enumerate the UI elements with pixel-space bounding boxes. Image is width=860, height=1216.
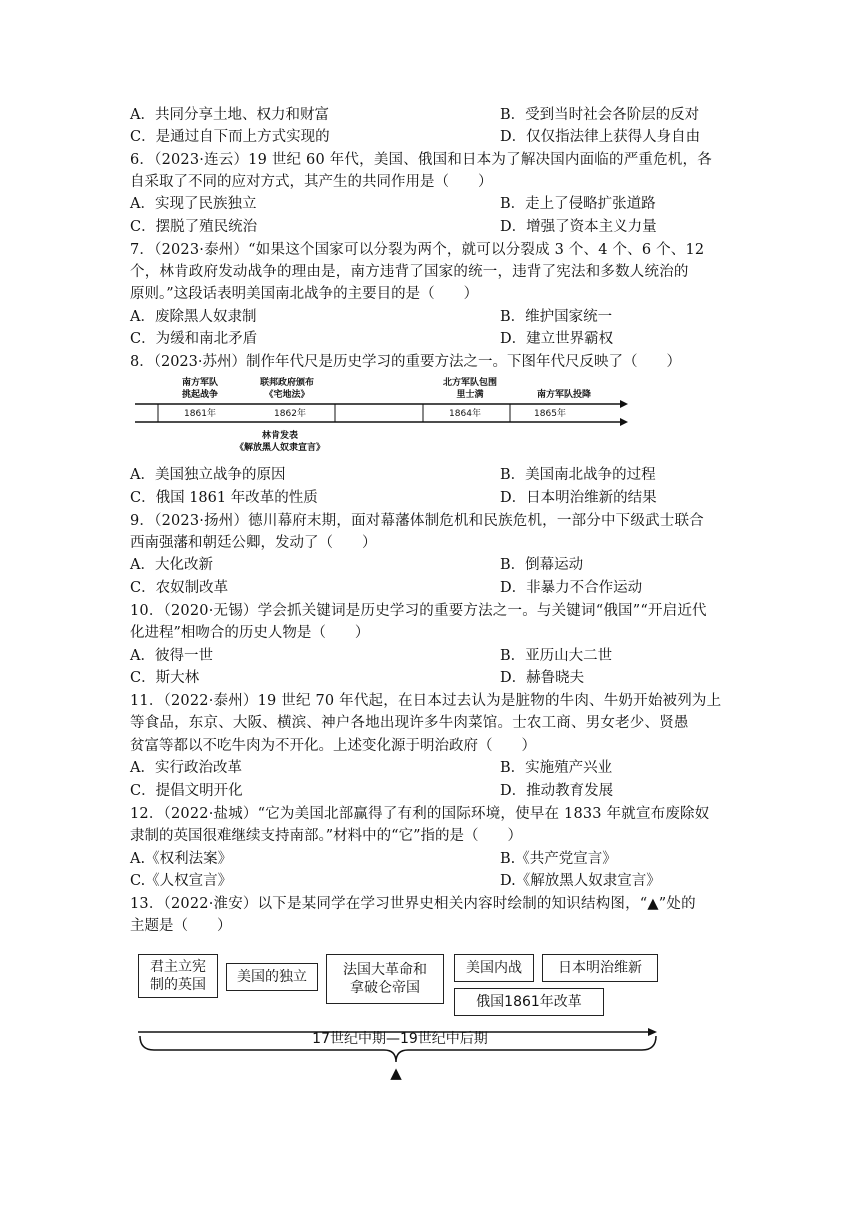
timeline-year-1865: 1865年 bbox=[534, 409, 566, 419]
q10-option-d[interactable]: D．赫鲁晓夫 bbox=[500, 670, 585, 686]
timeline-event-bottom: 林肯发表 《解放黑人奴隶宣言》 bbox=[234, 431, 325, 453]
timeline-event-4: 南方军队投降 bbox=[536, 390, 591, 400]
q11-stem-line2: 等食品，东京、大阪、横滨、神户各地出现许多牛肉菜馆。士农工商、男女老少、贤愚 bbox=[130, 715, 689, 731]
box-russia-1861-reform: 俄国1861年改革 bbox=[454, 988, 604, 1016]
q12-option-a[interactable]: A.《权利法案》 bbox=[130, 851, 233, 867]
q6-option-b[interactable]: B．走上了侵略扩张道路 bbox=[500, 196, 656, 212]
q11-option-d[interactable]: D．推动教育发展 bbox=[500, 783, 614, 799]
knowledge-structure-diagram bbox=[130, 948, 670, 1088]
q7-option-c[interactable]: C．为缓和南北矛盾 bbox=[130, 331, 258, 347]
box-meiji-restoration: 日本明治维新 bbox=[542, 954, 658, 982]
q5-option-a[interactable]: A．共同分享土地、权力和财富 bbox=[130, 107, 329, 123]
q8-option-d[interactable]: D．日本明治维新的结果 bbox=[500, 490, 657, 506]
q9-stem-line2: 西南强藩和朝廷公卿，发动了（ ） bbox=[130, 535, 377, 551]
box-american-civil-war: 美国内战 bbox=[454, 954, 534, 982]
q6-option-a[interactable]: A．实现了民族独立 bbox=[130, 196, 257, 212]
box-french-revolution: 法国大革命和 拿破仑帝国 bbox=[326, 954, 444, 1004]
q8-option-a[interactable]: A．美国独立战争的原因 bbox=[130, 467, 286, 483]
q11-option-b[interactable]: B．实施殖产兴业 bbox=[500, 760, 613, 776]
q11-stem-line1: 11．（2022·泰州）19 世纪 70 年代起，在日本过去认为是脏物的牛肉、牛奶开始被列为上 bbox=[130, 693, 722, 709]
q8-option-c[interactable]: C．俄国 1861 年改革的性质 bbox=[130, 490, 318, 506]
q8-option-b[interactable]: B．美国南北战争的过程 bbox=[500, 467, 656, 483]
q12-stem-line1: 12．（2022·盐城）“它为美国北部赢得了有利的国际环境，使早在 1833 年就宣布废除奴 bbox=[130, 806, 710, 822]
timeline-figure bbox=[130, 374, 630, 458]
timeline-event-3: 北方军队包围 里士满 bbox=[442, 378, 497, 400]
timeline-year-1861: 1861年 bbox=[184, 409, 216, 419]
q12-option-d[interactable]: D.《解放黑人奴隶宣言》 bbox=[500, 873, 661, 889]
box-american-independence: 美国的独立 bbox=[226, 963, 318, 991]
q10-option-c[interactable]: C．斯大林 bbox=[130, 670, 200, 686]
q13-stem-line2: 主题是（ ） bbox=[130, 918, 232, 934]
q6-stem-line1: 6．（2023·连云）19 世纪 60 年代，美国、俄国和日本为了解决国内面临的严重危机，各 bbox=[130, 152, 712, 168]
q6-stem-line2: 自采取了不同的应对方式，其产生的共同作用是（ ） bbox=[130, 174, 493, 190]
q12-option-b[interactable]: B.《共产党宣言》 bbox=[500, 851, 617, 867]
q8-stem: 8．（2023·苏州）制作年代尺是历史学习的重要方法之一。下图年代尺反映了（ ） bbox=[130, 354, 681, 370]
q12-stem-line2: 隶制的英国很难继续支持南部。”材料中的“它”指的是（ ） bbox=[130, 828, 522, 844]
timeline-year-1862: 1862年 bbox=[274, 409, 306, 419]
period-label: 17世纪中期—19世纪中后期 bbox=[312, 1031, 488, 1047]
timeline-event-2: 联邦政府颁布 《宅地法》 bbox=[259, 378, 314, 400]
q9-option-a[interactable]: A．大化改新 bbox=[130, 557, 213, 573]
q11-option-c[interactable]: C．提倡文明开化 bbox=[130, 783, 243, 799]
q10-option-a[interactable]: A．彼得一世 bbox=[130, 648, 213, 664]
q7-stem-line2: 个，林肯政府发动战争的理由是，南方违背了国家的统一，违背了宪法和多数人统治的 bbox=[130, 264, 689, 280]
q6-option-c[interactable]: C．摆脱了殖民统治 bbox=[130, 219, 258, 235]
q9-stem-line1: 9．（2023·扬州）德川幕府末期，面对幕藩体制危机和民族危机，一部分中下级武士联合 bbox=[130, 513, 704, 529]
q5-option-b[interactable]: B．受到当时社会各阶层的反对 bbox=[500, 107, 700, 123]
q11-option-a[interactable]: A．实行政治改革 bbox=[130, 760, 242, 776]
q7-option-d[interactable]: D．建立世界霸权 bbox=[500, 331, 614, 347]
q6-option-d[interactable]: D．增强了资本主义力量 bbox=[500, 219, 657, 235]
timeline-event-1: 南方军队 挑起战争 bbox=[181, 378, 218, 400]
timeline-year-1864: 1864年 bbox=[449, 409, 481, 419]
q13-stem-line1: 13．（2022·淮安）以下是某同学在学习世界史相关内容时绘制的知识结构图，“▲”处的 bbox=[130, 896, 696, 912]
q12-option-c[interactable]: C.《人权宣言》 bbox=[130, 873, 233, 889]
q10-option-b[interactable]: B．亚历山大二世 bbox=[500, 648, 613, 664]
q9-option-d[interactable]: D．非暴力不合作运动 bbox=[500, 580, 643, 596]
q7-stem-line3: 原则。”这段话表明美国南北战争的主要目的是（ ） bbox=[130, 286, 479, 302]
q7-stem-line1: 7．（2023·泰州）“如果这个国家可以分裂为两个，就可以分裂成 3 个、4 个、6 个、12 bbox=[130, 242, 705, 258]
q11-stem-line3: 贫富等都以不吃牛肉为不开化。上述变化源于明治政府（ ） bbox=[130, 738, 536, 754]
q9-option-c[interactable]: C．农奴制改革 bbox=[130, 580, 229, 596]
q9-option-b[interactable]: B．倒幕运动 bbox=[500, 557, 584, 573]
q5-option-c[interactable]: C．是通过自下而上方式实现的 bbox=[130, 129, 330, 145]
q10-stem-line1: 10．（2020·无锡）学会抓关键词是历史学习的重要方法之一。与关键词“俄国”“开启近代 bbox=[130, 603, 707, 619]
box-constitutional-britain: 君主立宪 制的英国 bbox=[138, 954, 218, 998]
q7-option-a[interactable]: A．废除黑人奴隶制 bbox=[130, 309, 257, 325]
q7-option-b[interactable]: B．维护国家统一 bbox=[500, 309, 613, 325]
triangle-marker-icon: ▲ bbox=[390, 1064, 402, 1082]
q10-stem-line2: 化进程”相吻合的历史人物是（ ） bbox=[130, 625, 370, 641]
q5-option-d[interactable]: D．仅仅指法律上获得人身自由 bbox=[500, 129, 701, 145]
